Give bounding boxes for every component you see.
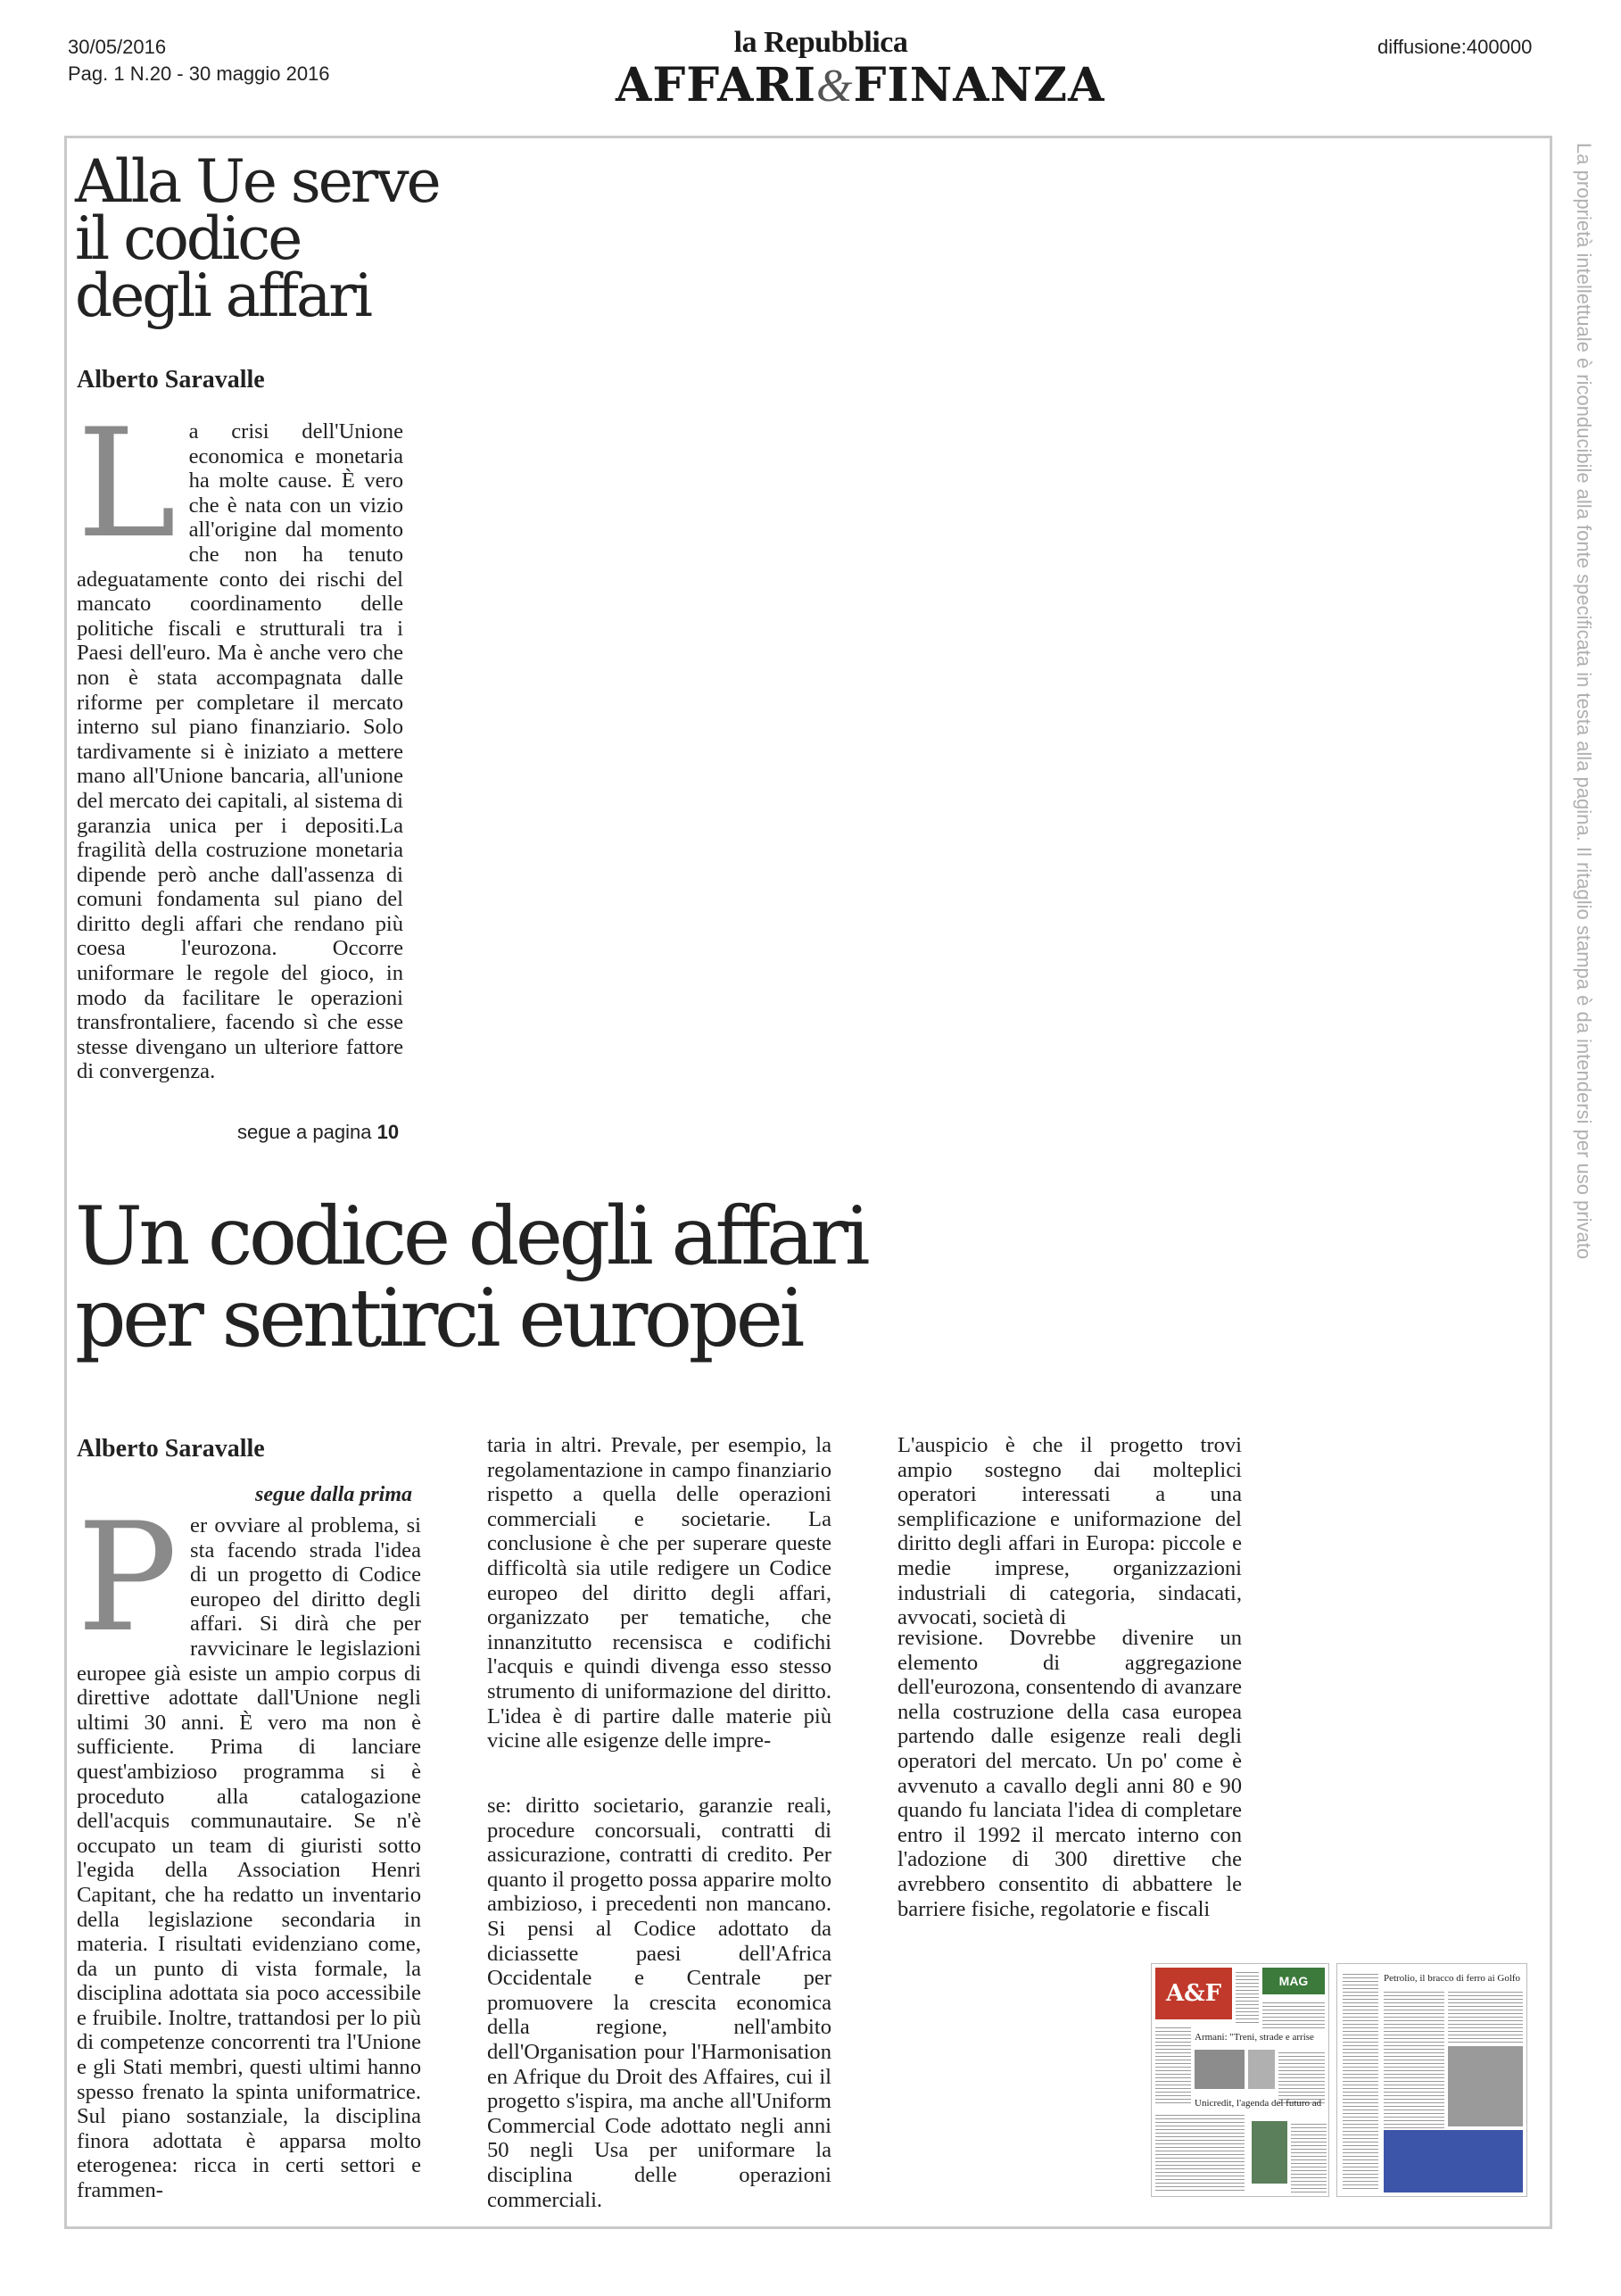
copyright-note bbox=[1552, 143, 1606, 1410]
front-article-title: Alla Ue serve il codice degli affari bbox=[75, 147, 439, 330]
continue-reference: segue a pagina 10 bbox=[237, 1121, 400, 1143]
copyright-text: La proprietà intellettuale è riconducibile alla fonte specificata in testa alla pagina. Il ritaglio stampa è da intendersi per uso privato bbox=[1573, 143, 1595, 1260]
thumbnail-headline-1: Armani: "Treni, strade e arrise bbox=[1195, 2032, 1314, 2043]
thumbnail-highlight-box bbox=[1384, 2130, 1523, 2192]
front-article-body: La crisi dell'Unione economica e monetaria ha molte cause. È vero che è nata con un vizio all'origine dal momento che non ha tenuto adeguatamente conto dei rischi del mancato coordinamento delle politiche fiscali e strutturali tra i Paesi dell'euro. Ma è anche vero che non è stata accompagnata dalle riforme per completare il mercato interno sul piano finanziario. Solo tardivamente si è iniziato a mettere mano all'Unione bancaria, all'unione del mercato dei capitali, al sistema di garanzia unica per i depositi.La fragilità della costruzione monetaria dipende però anche dall'assenza di comuni fondamenta sul piano del diritto degli affari che rendano più coesa l'eurozona. Occorre uniformare le regole del gioco, in modo da facilitare le operazioni transfrontaliere, facendo sì che esse stesse divengano un ulteriore fattore di convergenza. bbox=[77, 396, 403, 1084]
inside-dropcap: P bbox=[77, 1490, 178, 1665]
inside-column-2a: taria in altri. Prevale, per esempio, la regolamentazione in campo finanziario rispetto a quella delle operazioni commerciali e societarie. La conclusione è che per superare queste difficoltà sia utile redigere un Codice europeo del diritto degli affari, organizzato per tematiche, che innanzitutto recensisca e codifichi l'acquis e quindi divenga esso stesso strumento di uniformazione del diritto. L'idea è di partire dalle materie più vicine alle esigenze delle impre- bbox=[487, 1433, 831, 1753]
page-info: Pag. 1 N.20 - 30 maggio 2016 bbox=[68, 62, 330, 85]
inside-column-1: Per ovviare al problema, si sta facendo strada l'idea di un progetto di Codice europeo del diritto degli affari. Si dirà che per ravvicinare le legislazioni europee già esiste un ampio corpus di direttive adottate dall'Unione negli ultimi 30 anni. È vero ma non è sufficiente. Prima di lanciare quest'ambizioso programma si è proceduto alla catalogazione dell'acquis communautaire. Se n'è occupato un team di giuristi sotto l'egida della Association Henri Capitant, che ha redatto un inventario della legislazione secondaria in materia. I risultati evidenziano come, da un punto di vista formale, la disciplina adottata sia poco accessibile e fruibile. Inoltre, trattandosi per lo più di competenze concorrenti tra l'Unione e gli Stati membri, questi ultimi hanno spesso frenato la spinta uniformatrice. Sul piano sostanziale, la disciplina finora adottata è apparsa molto eterogenea: ricca in certi settori e frammen- bbox=[77, 1490, 421, 2203]
front-dropcap: L bbox=[77, 396, 177, 571]
thumbnail-photo-2 bbox=[1252, 2121, 1287, 2184]
masthead-affari-finanza: AFFARI&FINANZA bbox=[616, 58, 1105, 112]
masthead-repubblica: la Repubblica bbox=[733, 26, 908, 59]
thumbnail-statue-photo bbox=[1448, 2046, 1523, 2126]
page-thumbnails bbox=[1151, 1963, 1527, 2197]
clip-date: 30/05/2016 bbox=[68, 36, 167, 58]
thumbnail-headline-2: Unicredit, l'agenda del futuro ad bbox=[1195, 2098, 1322, 2109]
thumbnail-inside-page bbox=[1336, 1963, 1527, 2197]
thumbnail-photo bbox=[1195, 2050, 1245, 2089]
thumbnail-logo: A&F bbox=[1155, 1968, 1232, 2019]
inside-article-title: Un codice degli affari per sentirci europei bbox=[75, 1189, 867, 1365]
inside-column-2b: se: diritto societario, garanzie reali, procedure concorsuali, contratti di assicurazione, contratti di credito. Per quanto il progetto possa apparire molto ambizioso, i precedenti non mancano. Si pensi al Codice adottato da diciassette paesi dell'Africa Occidentale e Centrale per promuovere la crescita economica della regione, nell'ambito dell'Organisation pour l'Harmonisation en Afrique du Droit des Affaires, cui il progetto s'ispira, ma anche all'Uniform Commercial Code adottato negli anni 50 negli Usa per uniformare la disciplina delle operazioni commerciali. bbox=[487, 1794, 831, 2212]
thumbnail-portrait bbox=[1248, 2050, 1275, 2089]
masthead-logo bbox=[616, 26, 1105, 113]
thumbnail-front-page bbox=[1151, 1963, 1329, 2197]
thumbnail-headline-3: Petrolio, il bracco di ferro ai Golfo bbox=[1384, 1973, 1521, 1984]
thumbnail-badge: MAG bbox=[1262, 1968, 1325, 1994]
front-article-author: Alberto Saravalle bbox=[77, 366, 265, 394]
diffusion-count: diffusione:400000 bbox=[1377, 36, 1533, 58]
inside-article-author: Alberto Saravalle bbox=[77, 1435, 265, 1463]
continued-from-front: segue dalla prima bbox=[255, 1483, 413, 1506]
inside-column-3b: revisione. Dovrebbe divenire un elemento di aggregazione dell'eurozona, consentendo di avanzare nella costruzione della casa europea partendo dalle esigenze reali degli operatori del mercato. Un po' come è avvenuto a cavallo degli anni 80 e 90 quando fu lanciata l'idea di completare entro il 1992 il mercato interno con l'adozione di 300 direttive che avrebbero consentito di abbattere le barriere fisiche, regolatorie e fiscali bbox=[897, 1626, 1242, 1921]
inside-column-3a: L'auspicio è che il progetto trovi ampio sostegno dai molteplici operatori interessati a una semplificazione e uniformazione del diritto degli affari in Europa: piccole e medie imprese, organizzazioni industriali di categoria, sindacati, avvocati, società di bbox=[897, 1433, 1242, 1630]
